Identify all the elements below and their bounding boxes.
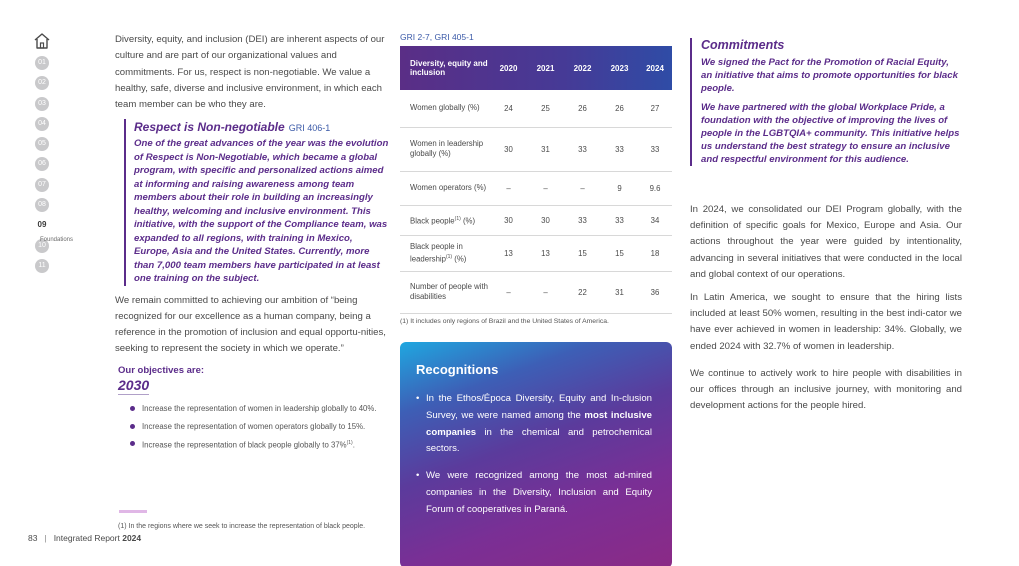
table-row [400,171,672,205]
objective-item [118,438,386,451]
table-cell: 26 [564,90,601,127]
body-paragraph: In Latin America, we sought to ensure that the hiring lists included at least 50% women, resulting in the best indi-cator we have ever achieved in women in leadership: 34%. Globally, we ended 2024 with 32.7% of women in leadership. [690,292,962,352]
table-cell: – [527,271,564,313]
table-cell: 33 [564,127,601,171]
nav-item-03[interactable]: 03 [35,97,49,111]
nav-item-08[interactable]: 08 [35,198,49,212]
table-cell: 24 [490,90,527,127]
nav-item-06[interactable]: 06 [35,157,49,171]
objective-item [118,421,386,433]
table-cell: 33 [638,127,672,171]
table-cell: 22 [564,271,601,313]
respect-callout [124,119,390,286]
active-chapter-label: Foundations [40,237,74,243]
table-gri-tag: GRI 2-7, GRI 405-1 [400,32,474,42]
table-cell: 31 [601,271,638,313]
respect-gri-tag: GRI 406-1 [288,123,331,133]
respect-heading [134,119,390,136]
table-cell: 15 [564,235,601,271]
objective-item [118,403,386,415]
objectives-list [118,403,386,451]
respect-title: Respect is Non-negotiable [134,120,285,134]
commitments-title: Commitments [701,38,785,52]
objective-text: Increase the representation of women in leadership globally to 40%. [142,404,377,413]
objective-text-end: . [352,440,355,450]
respect-text: One of the great advances of the year was the evolution of Respect is Non-Negotiable, which became a global program, with specific and personalized actions aimed at informing and raising awareness among team members about their role in building an increasingly healthy, welcoming and inclusive environment. This initiative, with the support of the Compliance team, was expanded to all regions, with training in Mexico, Europe, Asia and the United States. Currently, more than 7,000 team members have participated in at least one training on the subject. [134,138,389,284]
home-icon[interactable] [33,32,51,50]
table-cell: 26 [601,90,638,127]
table-cell: 33 [564,205,601,235]
objectives-block [118,365,386,530]
table-cell: 33 [601,205,638,235]
table-row [400,90,672,127]
footnote-mark: (1) [454,215,461,222]
row-label: Women in leadership globally (%) [400,127,490,171]
page-footer [28,533,141,543]
row-label: Number of people with disabilities [400,271,490,313]
recognition-item [416,391,652,458]
bullet-icon: • [416,393,420,404]
table-cell: 30 [490,205,527,235]
table-header-cell: 2021 [536,63,555,73]
recognition-text: In the Ethos/Época Diversity, Equity and In-clusion Survey, we were named among the [426,393,652,421]
commitments-callout [690,38,962,166]
nav-item-04[interactable]: 04 [35,117,49,131]
body-paragraph: We continue to actively work to hire people with disabilities in our offices through an inclusive journey, with monitoring and development actions for the people hired. [690,368,962,412]
nav-item-11[interactable]: 11 [35,259,49,273]
table-cell: 36 [638,271,672,313]
objective-text: Increase the representation of women operators globally to 15%. [142,421,366,431]
table-cell: 9.6 [638,171,672,205]
report-year: 2024 [122,533,142,543]
table-row [400,235,672,271]
table-row [400,205,672,235]
nav-item-07[interactable]: 07 [35,178,49,192]
chapter-list [35,56,49,279]
row-label-unit: (%) [460,216,476,226]
ambition-paragraph: We remain committed to achieving our ambition of “being recognized for our excellence as a human company, being a reference in the promotion of inclusion and equal opportu-nities, seeking to represent the society in which we operate.” [115,295,386,354]
commitment-text: We signed the Pact for the Promotion of Racial Equity, an initiative that aims to promote opportunities for black people. [701,57,958,94]
nav-item-09[interactable]: 09 [35,218,49,232]
table-cell: 15 [601,235,638,271]
footnote-mark: (1) [118,523,127,530]
intro-paragraph: Diversity, equity, and inclusion (DEI) are inherent aspects of our culture and are part of our organizational values and commitments. For us, respect is non-negotiable. We value a healthy, safe, diverse and inclusive environment, in which each team member can be who they are. [115,34,385,111]
nav-item-10[interactable]: 10 [35,239,49,253]
table-cell: 9 [601,171,638,205]
nav-item-02[interactable]: 02 [35,76,49,90]
page-number: 83 [28,533,38,543]
table-header-cell: Diversity, equity and inclusion [410,59,488,77]
recognitions-box [400,342,672,566]
table-row [400,127,672,171]
table-cell: 18 [638,235,672,271]
row-label-text: Black people in leadership [410,241,463,264]
row-label [400,235,490,271]
nav-item-01[interactable]: 01 [35,56,49,70]
report-name: Integrated Report [53,533,120,543]
objective-text: Increase the representation of black people globally to 37% [142,440,347,450]
table-cell: 30 [490,127,527,171]
recognition-item [416,468,652,518]
dei-table [400,46,672,314]
table-cell: 30 [527,205,564,235]
table-header-cell: 2022 [573,63,592,73]
table-cell: 34 [638,205,672,235]
table-header-cell: 2020 [499,63,518,73]
row-label: Women globally (%) [400,90,490,127]
table-cell: 13 [527,235,564,271]
table-header-cell: 2024 [646,63,664,73]
nav-item-05[interactable]: 05 [35,137,49,151]
table-cell: 31 [527,127,564,171]
bullet-icon [130,406,135,411]
recognition-highlight: most inclusive companies [426,409,652,438]
footnote-mark: (1) [346,440,353,446]
footnote-text: It includes only regions of Brazil and the United States of America. [408,318,609,325]
row-label: Women operators (%) [400,171,490,205]
body-paragraph: In 2024, we consolidated our DEI Program globally, with the definition of specific goals for Mexico, Europe and Asia. Our actions throughout the year were guided by intentionality, advancing in several initiatives that were conducted in the local and global context of our operations. [690,204,962,280]
footer-separator: | [44,533,47,543]
table-cell: – [490,171,527,205]
divider [119,510,147,513]
row-label [400,205,490,235]
recognitions-title: Recognitions [416,362,499,377]
objectives-footnote [118,523,365,530]
table-header-row [400,46,672,90]
commitment-text: We have partnered with the global Workplace Pride, a foundation with the objective of improving the lives of people in the LGBTQIA+ community. This initiative helps us understand the best strategy to ensure an inclusive and respectful environment for this audience. [701,102,960,165]
footnote-mark: (1) [400,318,409,325]
table-cell: 25 [527,90,564,127]
table-cell: – [564,171,601,205]
table-cell: 13 [490,235,527,271]
bullet-icon [130,441,135,446]
table-header-cell: 2023 [610,63,629,73]
row-label-unit: (%) [452,254,467,264]
footnote-text: In the regions where we seek to increase the representation of black people. [126,523,366,530]
table-row [400,271,672,313]
row-label-text: Black people [410,216,455,226]
table-cell: 33 [601,127,638,171]
table-cell: – [527,171,564,205]
bullet-icon [130,424,135,429]
objectives-title: Our objectives are: [118,365,205,376]
objectives-year: 2030 [118,377,150,393]
footnote-mark: (1) [445,253,453,260]
bullet-icon: • [416,470,420,482]
recognition-text-end: in the chemical and petrochemical sectors. [426,426,652,455]
table-cell: 27 [638,90,672,127]
left-column [115,32,389,530]
table-cell: – [490,271,527,313]
right-column [690,38,962,412]
table-footnote [400,318,609,325]
recognition-text: We were recognized among the most ad-mired companies in the Diversity, Inclusion and Equity Forum of cooperatives in Paraná. [426,470,652,515]
middle-column [400,32,672,515]
